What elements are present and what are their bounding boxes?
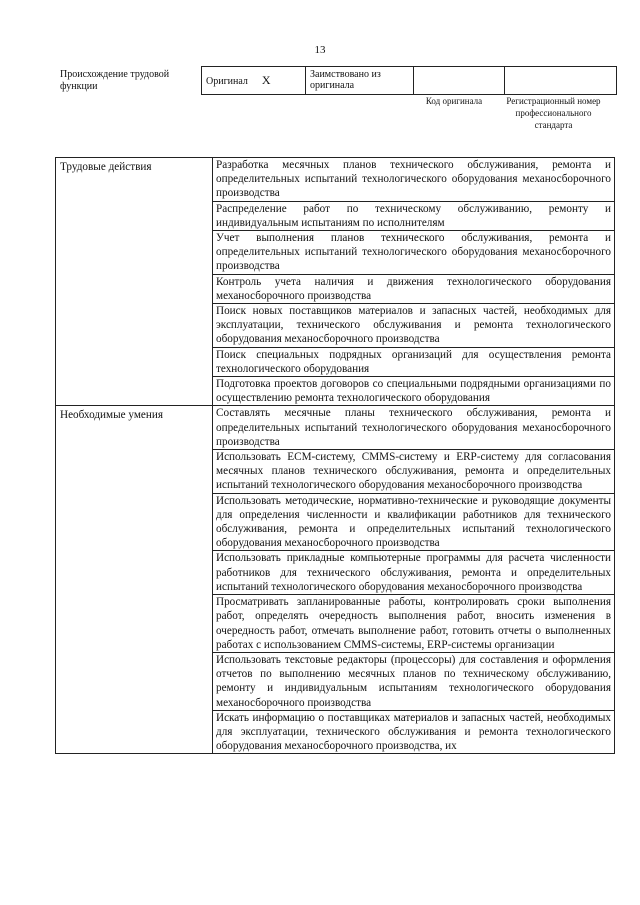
- list-item: Использовать методические, нормативно-технические и руководящие документы для определения численности и квалификации работников для технического обслуживания, ремонта и определительных испытаний технологического оборудования механосборочного производства: [213, 493, 615, 551]
- list-item: Использовать текстовые редакторы (процессоры) для составления и оформления отчетов по выполнению месячных планов по техническому обслуживанию, ремонту и индивидуальным испытаниям технологического оборудования механосборочного производства: [213, 652, 615, 710]
- list-item: Поиск специальных подрядных организаций для осуществления ремонта технологического оборудования: [213, 347, 615, 376]
- origin-label: Происхождение трудовой функции: [60, 69, 170, 92]
- origin-table: [201, 66, 617, 95]
- borrowed-cell: [306, 67, 414, 95]
- original-cell: [202, 67, 306, 95]
- list-item: Использовать прикладные компьютерные программы для расчета численности работников для технического обслуживания, ремонта и определительных испытаний технологического оборудования механосборочного производства: [213, 551, 615, 595]
- code-caption: Код оригинала: [425, 96, 483, 106]
- borrowed-label: Заимствовано из оригинала: [310, 69, 381, 91]
- table-row: [56, 158, 615, 202]
- list-item: Учет выполнения планов технического обслуживания, ремонта и определительных испытаний технологического оборудования механосборочного производства: [213, 231, 615, 275]
- list-item: Подготовка проектов договоров со специальными подрядными организациями по осуществлению ремонта технологического оборудования: [213, 377, 615, 406]
- section-title: Трудовые действия: [56, 158, 213, 406]
- code-cell: [414, 67, 505, 95]
- reg-number-cell: [505, 67, 617, 95]
- list-item: Поиск новых поставщиков материалов и запасных частей, необходимых для эксплуатации, технического обслуживания и ремонта технологического оборудования механосборочного производства: [213, 304, 615, 348]
- page-number: 13: [314, 44, 326, 56]
- list-item: Использовать ECM-систему, CMMS-систему и ERP-систему для согласования месячных планов технического обслуживания, ремонта и определительных испытаний технологического оборудования механосборочного производства: [213, 450, 615, 494]
- list-item: Искать информацию о поставщиках материалов и запасных частей, необходимых для эксплуатации, технического обслуживания и ремонта технологического оборудования механосборочного производства, их: [213, 710, 615, 754]
- section-title: Необходимые умения: [56, 406, 213, 754]
- table-row: [56, 406, 615, 450]
- original-label: Оригинал: [206, 75, 248, 87]
- list-item: Просматривать запланированные работы, контролировать сроки выполнения работ, определять очередность выполнения работ, вносить изменения в очередность работ, отмечать выполнение работ, готовить отчеты о выполненных работах с использованием CMMS-системы, ERP-системы организации: [213, 595, 615, 653]
- list-item: Контроль учета наличия и движения технологического оборудования механосборочного производства: [213, 274, 615, 303]
- function-table: [55, 157, 615, 754]
- list-item: Составлять месячные планы технического обслуживания, ремонта и определительных испытаний технологического оборудования механосборочного производства: [213, 406, 615, 450]
- list-item: Разработка месячных планов технического обслуживания, ремонта и определительных испытаний технологического оборудования механосборочного производства: [213, 158, 615, 202]
- original-mark: X: [261, 72, 271, 87]
- list-item: Распределение работ по техническому обслуживанию, ремонту и индивидуальным испытаниям по исполнителям: [213, 201, 615, 230]
- reg-number-caption: Регистрационный номер профессионального стандарта: [506, 96, 601, 130]
